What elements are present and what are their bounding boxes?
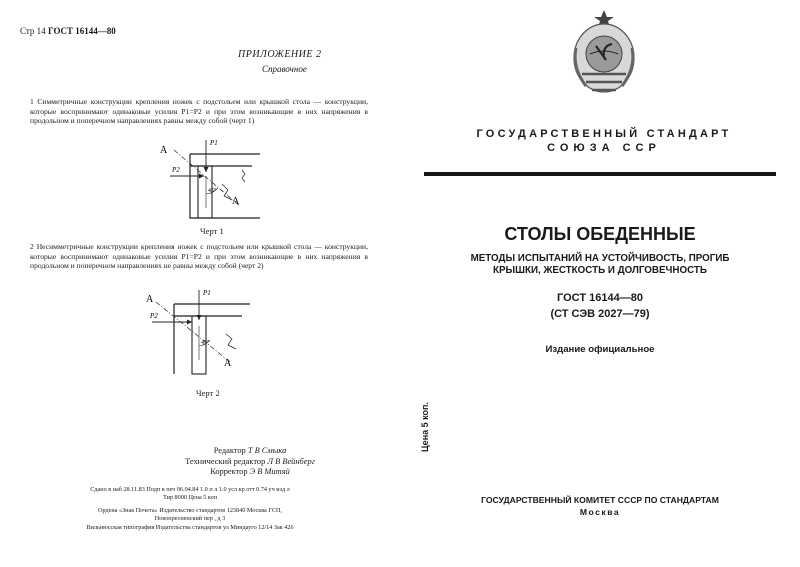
editor-role: Редактор [213, 446, 246, 455]
corrector-line [150, 467, 350, 478]
header-standard: ГОСТ 16144—80 [47, 26, 116, 36]
editorial-staff [150, 446, 350, 478]
subtitle-line-2: КРЫШКИ, ЖЕСТКОСТЬ И ДОЛГОВЕЧНОСТЬ [493, 265, 707, 276]
page-header [20, 26, 116, 36]
imprint-line-1: Сдано в наб 28.11.83 Подп в печ 06.04.84 1.0 п л 1.0 усл кр отт 0.74 уч изд л [90, 486, 290, 493]
figure-2-drawing [146, 286, 256, 378]
tech-editor-role: Технический редактор [185, 456, 266, 466]
tech-editor-name: Л В Вейнберг [267, 456, 315, 466]
imprint-footer [20, 486, 360, 532]
standard-numbers [424, 290, 776, 322]
editor-line [150, 446, 350, 457]
figure-1-drawing [160, 136, 270, 224]
fig1-label-a1: A [160, 145, 168, 156]
fig1-angle: 45° [208, 188, 217, 194]
appendix-title: ПРИЛОЖЕНИЕ 2 [238, 49, 322, 60]
sev-number: (СТ СЭВ 2027—79) [550, 308, 650, 320]
document-title: СТОЛЫ ОБЕДЕННЫЕ [504, 224, 696, 244]
figure-2-caption: Черт 2 [196, 388, 220, 398]
committee-name: ГОСУДАРСТВЕННЫЙ КОМИТЕТ СССР ПО СТАНДАРТАМ [481, 495, 719, 505]
tech-editor-line [150, 457, 350, 468]
paragraph-2: 2 Несимметричные конструкции крепления ножек с подстольем или крышкой стола — конструкции, которые воспринимают одинаковые усилия P1=P2 и при этом возникающие в них напряжения в продольном и поперечном направлениях не равны между собой (черт 2) [30, 242, 368, 271]
price-label: Цена 5 коп. [420, 402, 430, 452]
gost-number: ГОСТ 16144—80 [557, 292, 643, 304]
paragraph-1: 1 Симметричные конструкции крепления ножек с подстольем или крышкой стола — конструкции, которые воспринимают одинаковые усилия P1=P2 и при этом возникающие в них напряжения в продольном и поперечном направлениях равны между собой (черт 1) [30, 97, 368, 126]
corrector-role: Корректор [210, 467, 248, 476]
imprint-line-4: Новопресненский пер , д 3 [154, 515, 226, 523]
page-label: Стр 14 [20, 26, 46, 36]
subtitle-line-1: МЕТОДЫ ИСПЫТАНИЙ НА УСТОЙЧИВОСТЬ, ПРОГИБ [470, 253, 730, 264]
appendix-subtitle: Справочное [262, 64, 307, 74]
imprint-line-3: Ордена «Знак Почета» Издательство стандартов 123840 Москва ГСП, [98, 506, 282, 514]
fig1-label-a2: A [232, 196, 240, 207]
state-standard-line1: ГОСУДАРСТВЕННЫЙ СТАНДАРТ [476, 128, 732, 140]
document-subtitle [424, 253, 776, 277]
imprint-line-5: Вильнюсская типография Издательства стандартов ул Миндауго 12/14 Зак 426 [86, 523, 294, 531]
corrector-name: Э В Митяй [249, 467, 290, 476]
fig2-label-a1: A [146, 294, 154, 305]
fig1-label-p1: P1 [210, 139, 218, 147]
fig2-angle: 45° [201, 340, 210, 346]
city-name: Москва [579, 507, 621, 517]
fig2-label-p2: P2 [150, 312, 158, 320]
imprint-line-2: Тир 8000 Цена 5 коп [162, 494, 218, 502]
state-standard-line2: СОЮЗА ССР [547, 142, 661, 154]
fig1-label-p2: P2 [172, 166, 180, 174]
editor-name: Т В Смыка [247, 446, 287, 455]
figure-1-caption: Черт 1 [200, 226, 224, 236]
edition-label: Издание официальное [545, 344, 655, 355]
right-page [400, 0, 800, 567]
fig2-label-a2: A [224, 358, 232, 369]
title-rule [424, 172, 776, 176]
fig2-label-p1: P1 [203, 289, 211, 297]
ussr-emblem-icon [568, 4, 640, 104]
